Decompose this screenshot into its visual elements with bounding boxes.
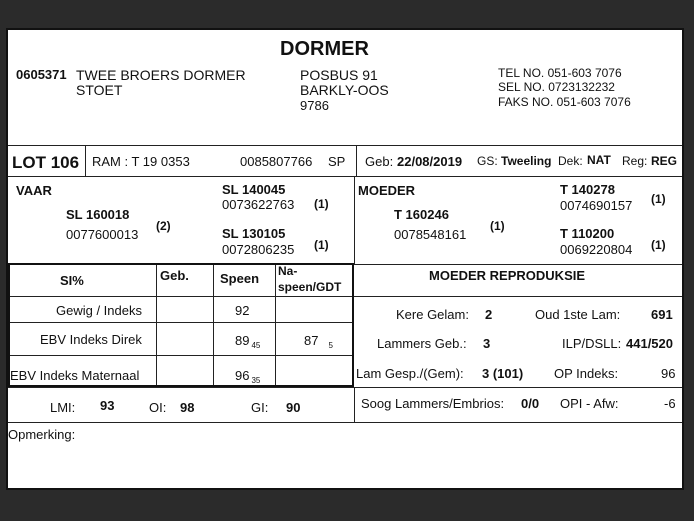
lam-gesp-label: Lam Gesp./(Gem): [356, 366, 464, 381]
dam-dam-number: 0069220804 [560, 242, 633, 257]
divider [8, 145, 682, 146]
direk-naspeen-value: 87 $_5$ [304, 333, 333, 350]
dam-sire-count: (1) [651, 192, 666, 206]
breeder-number: 0605371 [16, 67, 67, 82]
naspeen-header-line1: Na- [278, 264, 298, 278]
opi-afw-label: OPI - Afw: [560, 396, 619, 411]
reproduction-title: MOEDER REPRODUKSIE [429, 268, 586, 283]
divider [10, 355, 352, 356]
stud-name-line2: STOET [76, 82, 123, 98]
row-label-ebv-maternaal: EBV Indeks Maternaal [10, 368, 140, 383]
gs-value: Tweeling [501, 154, 552, 168]
divider [354, 176, 355, 264]
divider [213, 265, 214, 385]
opi-afw-value: -6 [664, 396, 676, 411]
sire-count: (2) [156, 219, 171, 233]
gewig-speen-value: 92 [235, 303, 250, 318]
stud-name-line1: TWEE BROERS DORMER [76, 67, 246, 83]
birth-date: 22/08/2019 [397, 154, 463, 169]
sire-id: SL 160018 [66, 207, 130, 222]
naspeen-header-line2: speen/GDT [278, 280, 342, 294]
ilp-dsll-label: ILP/DSLL: [562, 336, 622, 351]
reg-label: Reg: [622, 154, 648, 168]
dam-number: 0078548161 [394, 227, 467, 242]
sire-number: 0077600013 [66, 227, 139, 242]
lammers-geb-value: 3 [483, 336, 491, 351]
lmi-value: 93 [100, 398, 115, 413]
fax: FAKS NO. 051-603 7076 [498, 95, 631, 109]
divider [354, 296, 682, 297]
dam-sire-number: 0074690157 [560, 198, 633, 213]
reg-value: REG [651, 154, 678, 168]
divider [8, 176, 682, 177]
soog-lammers-value: 0/0 [521, 396, 540, 411]
oi-label: OI: [149, 400, 167, 415]
op-indeks-value: 96 [661, 366, 676, 381]
dam-sire-id: T 140278 [560, 182, 615, 197]
sire-label: VAAR [16, 183, 52, 198]
sire-sire-count: (1) [314, 197, 329, 211]
kere-gelam-label: Kere Gelam: [396, 307, 469, 322]
speen-header: Speen [220, 271, 260, 286]
divider [8, 422, 682, 423]
sire-sire-id: SL 140045 [222, 182, 286, 197]
dam-label: MOEDER [358, 183, 416, 198]
sire-sire-number: 0073622763 [222, 197, 295, 212]
dam-id: T 160246 [394, 207, 449, 222]
telephone: TEL NO. 051-603 7076 [498, 66, 622, 80]
divider [10, 322, 352, 323]
sire-dam-number: 0072806235 [222, 242, 295, 257]
oud-1ste-lam-label: Oud 1ste Lam: [535, 307, 621, 322]
lammers-geb-label: Lammers Geb.: [377, 336, 467, 351]
dam-dam-count: (1) [651, 238, 666, 252]
sire-dam-id: SL 130105 [222, 226, 286, 241]
address-postcode: 9786 [300, 98, 329, 113]
dek-label: Dek: [558, 154, 583, 168]
lot-number: LOT 106 [12, 153, 80, 172]
divider [356, 145, 357, 176]
dek-value: NAT [587, 153, 611, 167]
row-label-gewig: Gewig / Indeks [56, 303, 142, 318]
gs-label: GS: [477, 154, 498, 168]
lmi-label: LMI: [50, 400, 76, 415]
address-line2: BARKLY-OOS [300, 82, 389, 98]
lam-gesp-value: 3 (101) [482, 366, 524, 381]
dam-count: (1) [490, 219, 505, 233]
divider [156, 265, 157, 385]
direk-speen-value: 89 $_{45}$ [235, 333, 261, 350]
birth-label: Geb: [365, 154, 394, 169]
divider [354, 264, 682, 265]
geb-header: Geb. [160, 268, 189, 283]
breeder-name: DORMER [280, 38, 369, 60]
sale-catalogue-card [6, 28, 684, 490]
sp-code: SP [328, 154, 346, 169]
divider [85, 145, 86, 176]
ram-registration-number: 0085807766 [240, 154, 313, 169]
gi-label: GI: [251, 400, 269, 415]
op-indeks-label: OP Indeks: [554, 366, 619, 381]
remarks-label: Opmerking: [8, 427, 76, 442]
soog-lammers-label: Soog Lammers/Embrios: [361, 396, 505, 411]
si-header: SI% [60, 273, 84, 288]
ilp-dsll-value: 441/520 [626, 336, 673, 351]
oi-value: 98 [180, 400, 195, 415]
dam-dam-id: T 110200 [560, 226, 615, 241]
gi-value: 90 [286, 400, 301, 415]
oud-1ste-lam-value: 691 [651, 307, 673, 322]
divider [8, 387, 682, 388]
divider [354, 387, 355, 422]
cellphone: SEL NO. 0723132232 [498, 80, 615, 94]
bottom-border-strip [0, 490, 694, 521]
ram-id: RAM : T 19 0353 [92, 154, 190, 169]
kere-gelam-value: 2 [485, 307, 493, 322]
row-label-ebv-direk: EBV Indeks Direk [40, 332, 142, 347]
address-line1: POSBUS 91 [300, 67, 378, 83]
sire-dam-count: (1) [314, 238, 329, 252]
maternaal-speen-value: 96 $_{35}$ [235, 368, 261, 385]
divider [275, 265, 276, 385]
divider [10, 296, 352, 297]
